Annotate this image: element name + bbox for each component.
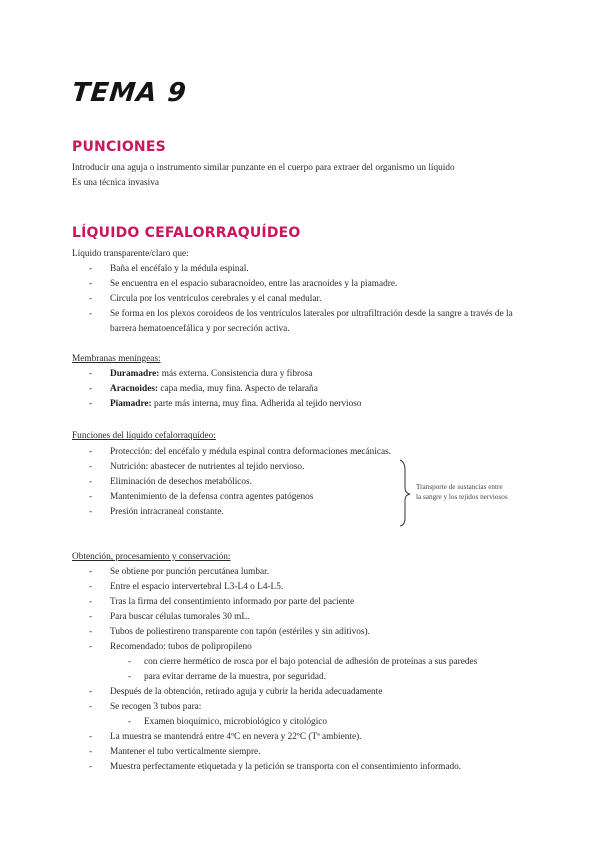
list-item: - Duramadre: más externa. Consistencia dura y fibrosa [89,369,313,379]
list-item: - Se recogen 3 tubos para: [89,702,202,712]
list-item: - Baña el encéfalo y la médula espinal. [89,264,249,274]
lcr-bullet-list [72,262,524,337]
term-duramadre: Duramadre: [110,369,160,379]
list-item: - Aracnoides: capa media, muy fina. Aspecto de telaraña [89,384,318,394]
list-item: - Se encuentra en el espacio subaracnoideo, entre las aracnoides y la piamadre. [89,279,398,289]
heading-membranas: Membranas meníngeas: [72,354,161,364]
list-item: - Se obtiene por punción percutánea lumbar. [89,567,270,577]
heading-punciones: PUNCIONES [72,139,166,155]
heading-obtencion: Obtención, procesamiento y conservación: [72,552,231,562]
brace-icon [398,458,414,528]
list-item: - Presión intracraneal constante. [89,507,224,517]
list-item: - Piamadre: parte más interna, muy fina. Adherida al tejido nervioso [89,399,362,409]
list-item: - Tras la firma del consentimiento informado por parte del paciente [89,597,355,607]
list-item: - Nutrición: abastecer de nutrientes al tejido nervioso. [89,462,305,472]
heading-funciones: Funciones del líquido cefalorraquídeo: [72,431,216,441]
list-item: - Se forma en los plexos coroideos de los ventrículos laterales por ultrafiltración desde la sangre a través de la barrera hematoencefálica y por secreción activa. [89,309,513,334]
list-item: - Mantener el tubo verticalmente siempre. [89,747,261,757]
list-item: - para evitar derrame de la muestra, por seguridad. [128,672,326,682]
membranas-list [72,367,524,412]
term-aracnoides: Aracnoides: [110,384,159,394]
list-item: - Examen bioquímico, microbiológico y citológico [128,717,328,727]
list-item: - Recomendado: tubos de polipropileno [89,642,252,652]
punciones-line-2: Es una técnica invasiva [72,178,159,188]
punciones-line-1: Introducir una aguja o instrumento similar punzante en el cuerpo para extraer del organismo un líquido [72,163,455,173]
list-item: - con cierre hermético de rosca por el bajo potencial de adhesión de proteínas a sus paredes [128,657,478,667]
list-item: - Eliminación de desechos metabólicos. [89,477,252,487]
list-item: - Muestra perfectamente etiquetada y la petición se transporta con el consentimiento informado. [89,762,462,772]
list-item: - Después de la obtención, retirado aguja y cubrir la herida adecuadamente [89,687,383,697]
heading-lcr: LÍQUIDO CEFALORRAQUÍDEO [72,225,301,241]
obtencion-list [72,565,524,775]
list-item: - Circula por los ventrículos cerebrales y el canal medular. [89,294,322,304]
list-item: - Protección: del encéfalo y médula espinal contra deformaciones mecánicas. [89,447,392,457]
list-item: - Tubos de poliestireno transparente con tapón (estériles y sin aditivos). [89,627,370,637]
funciones-annotation: Transporte de sustancias entre la sangre y los tejidos nerviosos [416,483,508,501]
term-piamadre: Piamadre: [110,399,152,409]
list-item: - La muestra se mantendrá entre 4ºC en nevera y 22ºC (Tª ambiente). [89,732,362,742]
list-item: - Mantenimiento de la defensa contra agentes patógenos [89,492,314,502]
lcr-intro: Líquido transparente/claro que: [72,249,189,259]
list-item: - Entre el espacio intervertebral L3-L4 o L4-L5. [89,582,284,592]
page-title: TEMA 9 [70,78,189,108]
list-item: - Para buscar células tumorales 30 mL. [89,612,250,622]
